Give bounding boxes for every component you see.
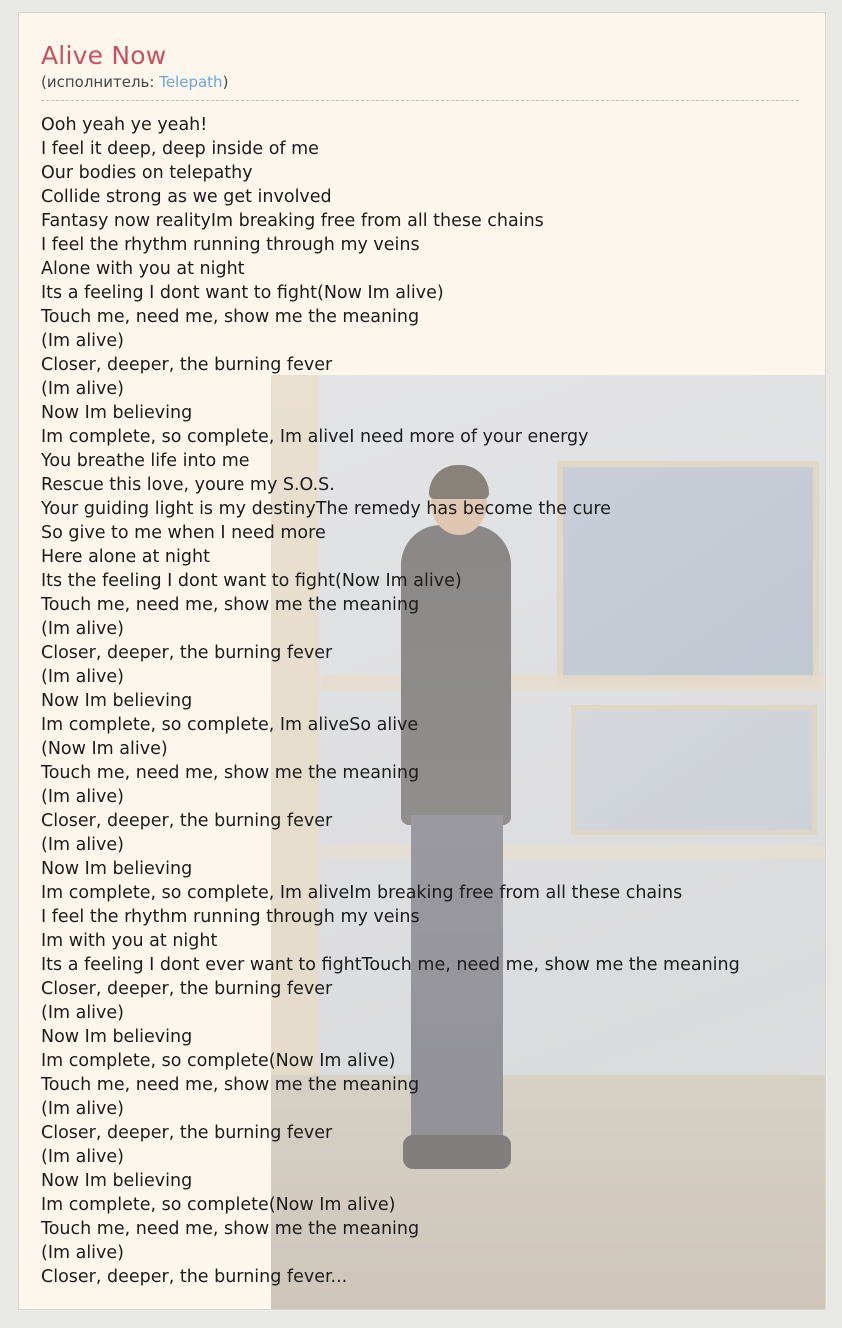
lyrics-line: Closer, deeper, the burning fever... (41, 1267, 348, 1287)
artist-line (41, 73, 799, 91)
lyrics-line: Ooh yeah ye yeah! (41, 115, 208, 135)
lyrics-line: Closer, deeper, the burning fever (41, 355, 333, 375)
lyrics-line: Now Im believing (41, 859, 193, 879)
lyrics-line: Here alone at night (41, 547, 210, 567)
lyrics-line: I feel it deep, deep inside of me (41, 139, 319, 159)
lyrics-line: (Im alive) (41, 619, 124, 639)
lyrics-line: You breathe life into me (41, 451, 250, 471)
lyrics-line: Touch me, need me, show me the meaning (41, 307, 420, 327)
lyrics-line: Closer, deeper, the burning fever (41, 643, 333, 663)
lyrics-line: Touch me, need me, show me the meaning (41, 595, 420, 615)
lyrics-line: (Im alive) (41, 1099, 124, 1119)
artist-link[interactable]: Telepath (159, 73, 223, 91)
lyrics-line: Its a feeling I dont want to fight(Now Im alive) (41, 283, 444, 303)
lyrics-line: Now Im believing (41, 1027, 193, 1047)
lyrics-content (19, 13, 825, 1309)
lyrics-line: Closer, deeper, the burning fever (41, 811, 333, 831)
lyrics-line: Its the feeling I dont want to fight(Now Im alive) (41, 571, 462, 591)
lyrics-line: Now Im believing (41, 691, 193, 711)
lyrics-line: Im complete, so complete, Im aliveSo alive (41, 715, 419, 735)
lyrics-line: Your guiding light is my destinyThe remedy has become the cure (41, 499, 611, 519)
lyrics-line: Im complete, so complete(Now Im alive) (41, 1051, 396, 1071)
lyrics-line: Touch me, need me, show me the meaning (41, 1075, 420, 1095)
lyrics-text (41, 113, 799, 1289)
lyrics-line: Alone with you at night (41, 259, 245, 279)
lyrics-line: Im complete, so complete(Now Im alive) (41, 1195, 396, 1215)
artist-prefix-label: (исполнитель: (41, 73, 155, 91)
lyrics-line: (Now Im alive) (41, 739, 168, 759)
page-title: Alive Now (41, 41, 167, 70)
lyrics-line: Collide strong as we get involved (41, 187, 332, 207)
lyrics-line: (Im alive) (41, 379, 124, 399)
lyrics-line: I feel the rhythm running through my veins (41, 235, 420, 255)
lyrics-line: I feel the rhythm running through my veins (41, 907, 420, 927)
lyrics-line: (Im alive) (41, 1003, 124, 1023)
lyrics-line: Rescue this love, youre my S.O.S. (41, 475, 335, 495)
lyrics-card (18, 12, 826, 1310)
lyrics-line: Our bodies on telepathy (41, 163, 253, 183)
lyrics-line: (Im alive) (41, 835, 124, 855)
lyrics-line: Closer, deeper, the burning fever (41, 1123, 333, 1143)
lyrics-line: Fantasy now realityIm breaking free from all these chains (41, 211, 544, 231)
lyrics-line: So give to me when I need more (41, 523, 326, 543)
lyrics-line: (Im alive) (41, 787, 124, 807)
lyrics-line: (Im alive) (41, 331, 124, 351)
divider (41, 100, 799, 101)
lyrics-line: Im complete, so complete, Im aliveIm breaking free from all these chains (41, 883, 683, 903)
lyrics-line: Touch me, need me, show me the meaning (41, 763, 420, 783)
lyrics-line: Now Im believing (41, 1171, 193, 1191)
lyrics-line: Im complete, so complete, Im aliveI need more of your energy (41, 427, 589, 447)
lyrics-line: Im with you at night (41, 931, 218, 951)
lyrics-line: Its a feeling I dont ever want to fightTouch me, need me, show me the meaning (41, 955, 740, 975)
lyrics-line: (Im alive) (41, 1243, 124, 1263)
lyrics-line: Now Im believing (41, 403, 193, 423)
lyrics-line: Closer, deeper, the burning fever (41, 979, 333, 999)
lyrics-line: (Im alive) (41, 667, 124, 687)
artist-suffix-label: ) (222, 73, 229, 91)
lyrics-line: Touch me, need me, show me the meaning (41, 1219, 420, 1239)
lyrics-line: (Im alive) (41, 1147, 124, 1167)
